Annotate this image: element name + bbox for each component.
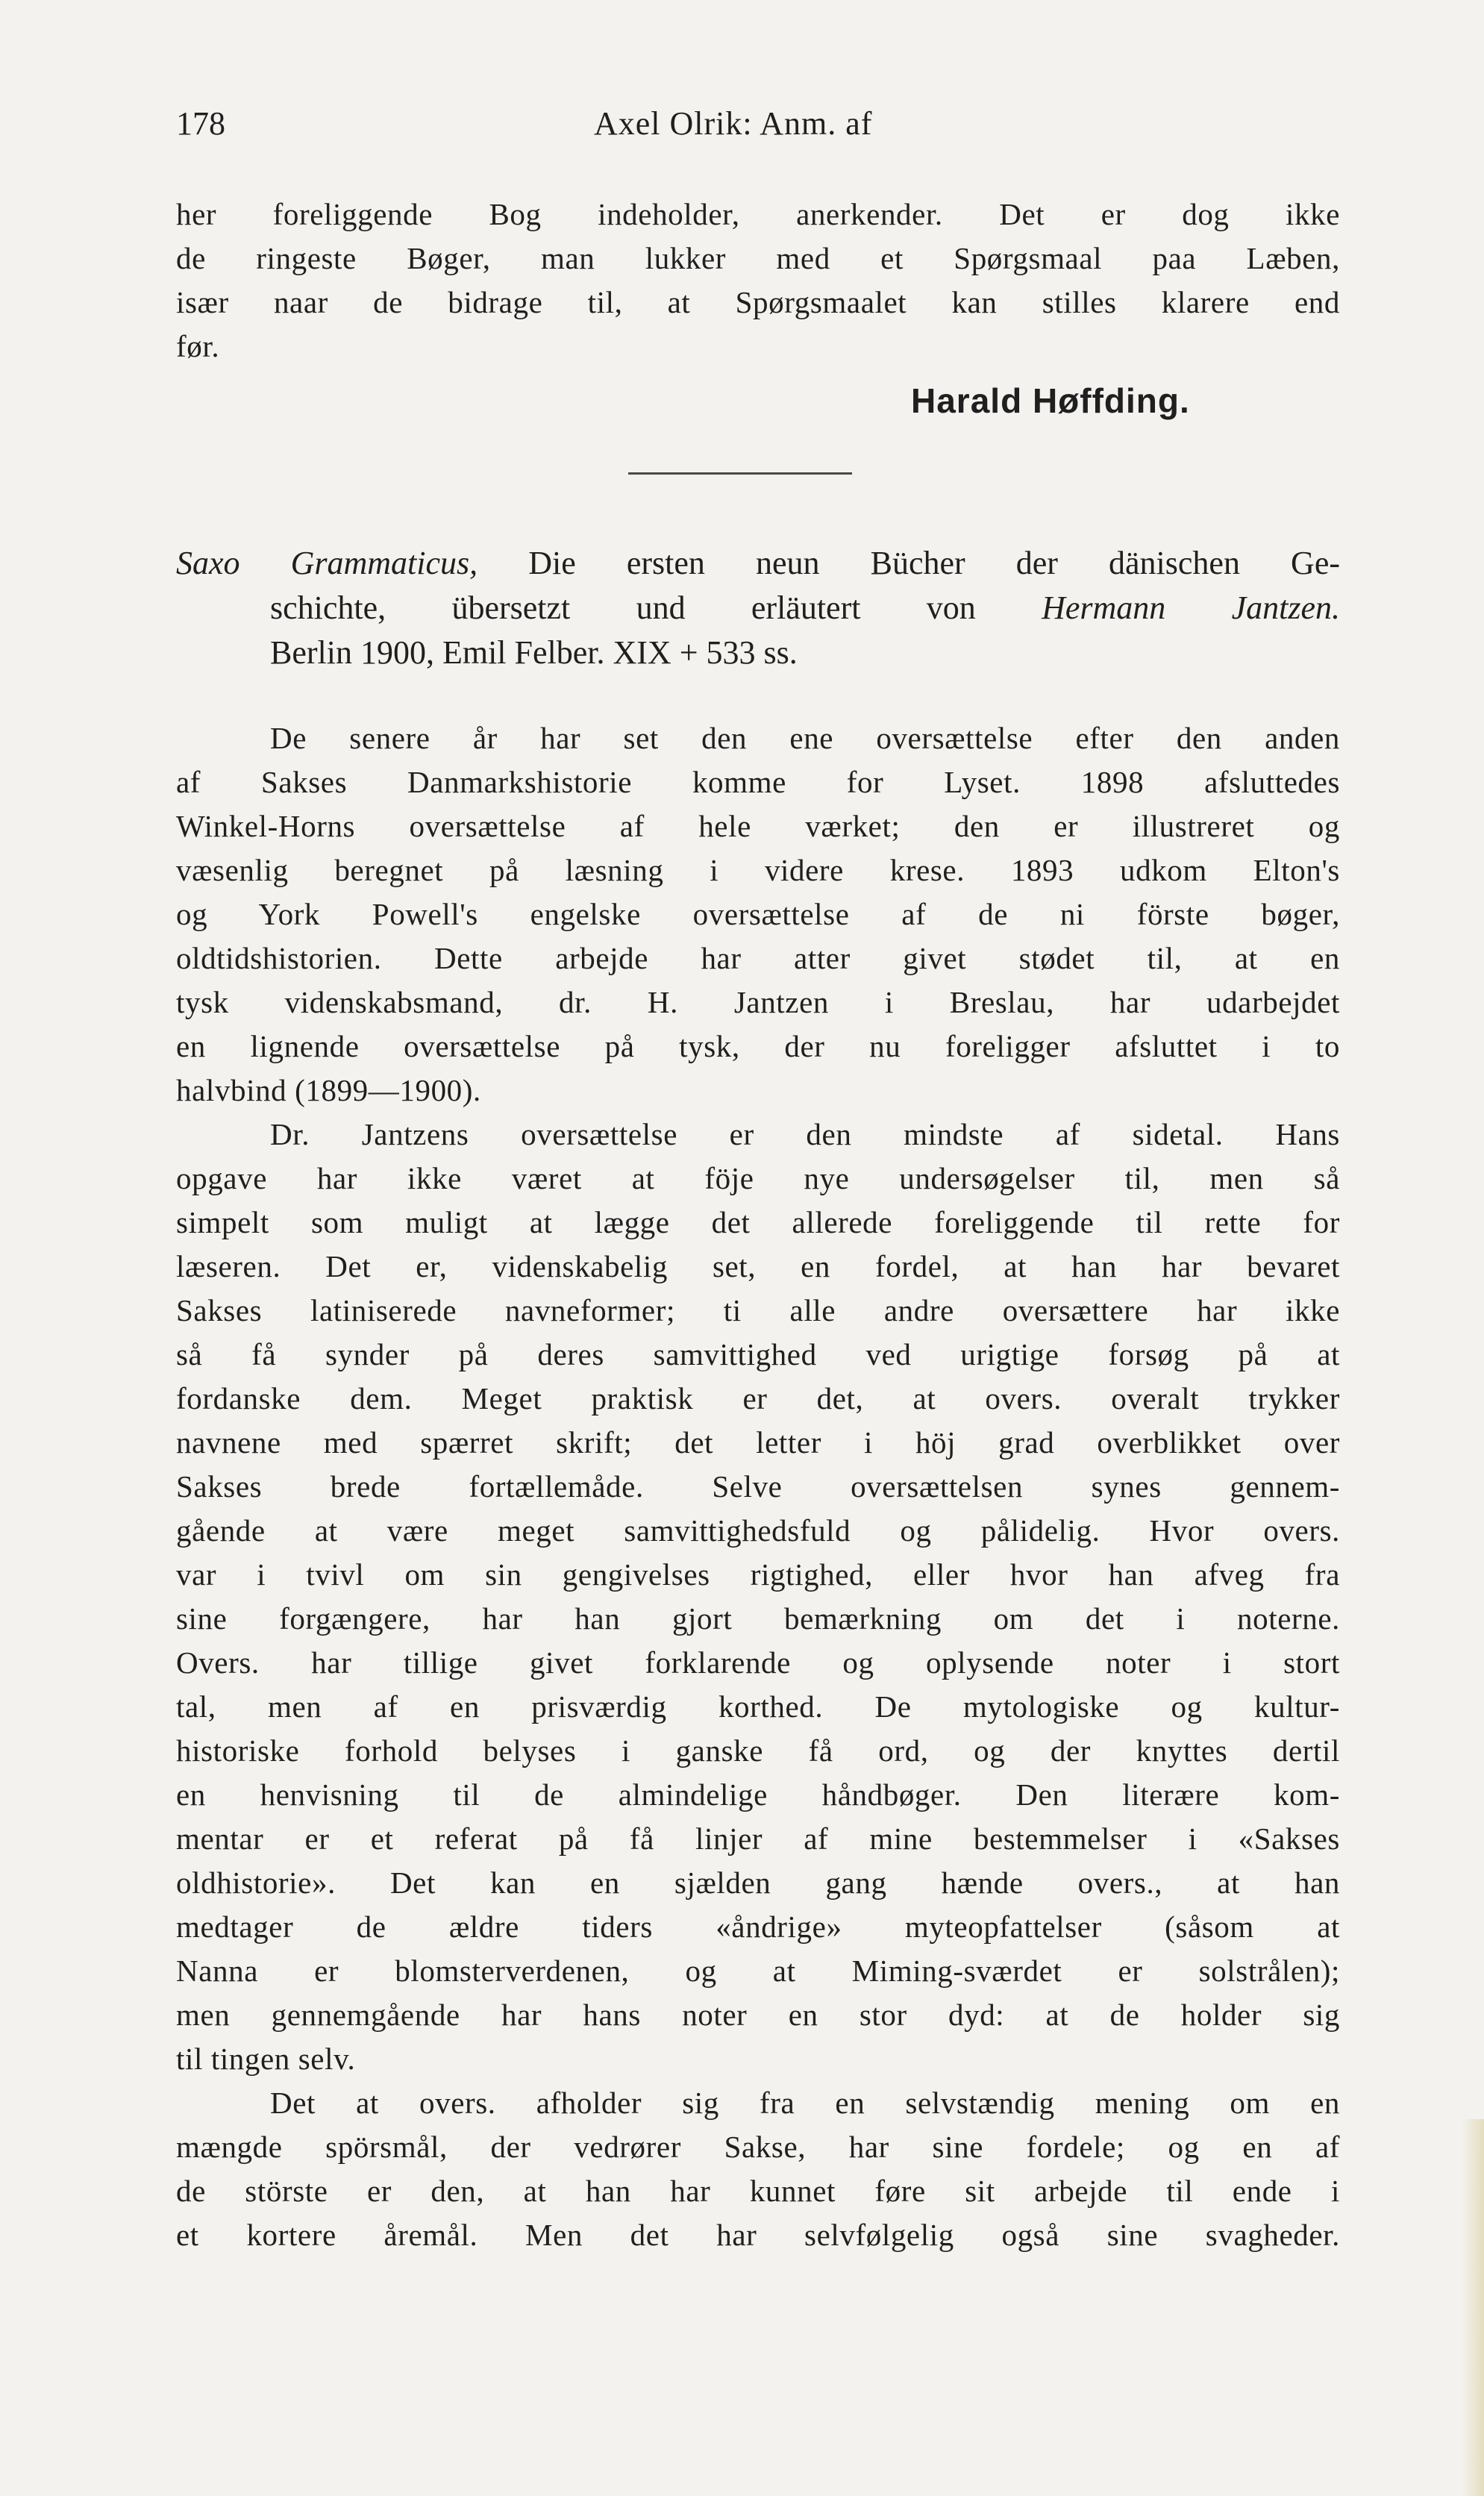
section-divider (628, 472, 852, 475)
text-line: Winkel-Horns oversættelse af hele værket; den er illustreret og (176, 809, 1340, 843)
text-line: gående at være meget samvittighedsfuld og pålidelig. Hvor overs. (176, 1513, 1340, 1548)
text-line: her foreliggende Bog indeholder, anerkender. Det er dog ikke (176, 197, 1340, 231)
text-line: de störste er den, at han har kunnet føre sit arbejde til ende i (176, 2174, 1340, 2208)
text-line: så få synder på deres samvittighed ved urigtige forsøg på at (176, 1337, 1340, 1371)
text-line: Overs. har tillige givet forklarende og oplysende noter i stort (176, 1645, 1340, 1680)
citation-imprint: Berlin 1900, Emil Felber. XIX + 533 ss. (270, 634, 798, 671)
text-line: af Sakses Danmarkshistorie komme for Lyset. 1898 afsluttedes (176, 765, 1340, 799)
citation-author: Saxo Grammaticus, (176, 545, 478, 581)
citation-line (176, 541, 1340, 586)
text-line: læseren. Det er, videnskabelig set, en fordel, at han har bevaret (176, 1249, 1340, 1283)
text-line: væsenlig beregnet på læsning i videre krese. 1893 udkom Elton's (176, 853, 1340, 887)
text-line: en henvisning til de almindelige håndbøger. Den literære kom- (176, 1777, 1340, 1812)
text-line: især naar de bidrage til, at Spørgsmaalet kan stilles klarere end (176, 285, 1340, 319)
text-line: fordanske dem. Meget praktisk er det, at overs. overalt trykker (176, 1381, 1340, 1416)
text-line: Nanna er blomsterverdenen, og at Miming-sværdet er solstrålen); (176, 1954, 1340, 1988)
text-line: oldhistorie». Det kan en sjælden gang hænde overs., at han (176, 1865, 1340, 1900)
text-line: oldtidshistorien. Dette arbejde har atter givet stødet til, at en (176, 941, 1340, 975)
text-line: opgave har ikke været at föje nye undersøgelser til, men så (176, 1161, 1340, 1195)
text-line: sine forgængere, har han gjort bemærkning om det i noterne. (176, 1601, 1340, 1636)
text-line: Sakses brede fortællemåde. Selve oversættelsen synes gennem- (176, 1469, 1340, 1504)
text-line: Det at overs. afholder sig fra en selvstændig mening om en (270, 2086, 1340, 2120)
signature: Harald Høffding. (911, 381, 1190, 420)
text-line: og York Powell's engelske oversættelse af de ni förste bøger, (176, 897, 1340, 931)
text-line: navnene med spærret skrift; det letter i höj grad overblikket over (176, 1425, 1340, 1460)
text-line: halvbind (1899—1900). (176, 1073, 481, 1107)
citation-title-cont: schichte, übersetzt und erläutert von (270, 589, 1042, 626)
intro-paragraph (176, 193, 1340, 369)
page-edge-shadow (1462, 2119, 1484, 2496)
text-line: til tingen selv. (176, 2042, 356, 2076)
page-number: 178 (176, 105, 225, 142)
text-line: Dr. Jantzens oversættelse er den mindste af sidetal. Hans (270, 1117, 1340, 1151)
text-line: var i tvivl om sin gengivelses rigtighed, eller hvor han afveg fra (176, 1557, 1340, 1592)
citation-line (176, 586, 1340, 631)
text-line: mængde spörsmål, der vedrører Sakse, har sine fordele; og en af (176, 2130, 1340, 2164)
book-citation (176, 541, 1340, 675)
review-text (176, 716, 1340, 2257)
text-line: simpelt som muligt at lægge det allerede foreliggende til rette for (176, 1205, 1340, 1239)
text-line: et kortere åremål. Men det har selvfølgelig også sine svagheder. (176, 2218, 1340, 2252)
text-line: de ringeste Bøger, man lukker med et Spørgsmaal paa Læben, (176, 241, 1340, 275)
text-line: Sakses latiniserede navneformer; ti alle andre oversættere har ikke (176, 1293, 1340, 1327)
text-line: tal, men af en prisværdig korthed. De mytologiske og kultur- (176, 1689, 1340, 1724)
text-line: medtager de ældre tiders «åndrige» myteopfattelser (såsom at (176, 1909, 1340, 1944)
text-line: men gennemgående har hans noter en stor dyd: at de holder sig (176, 1998, 1340, 2032)
text-line: mentar er et referat på få linjer af mine bestemmelser i «Sakses (176, 1821, 1340, 1856)
running-head: Axel Olrik: Anm. af (594, 105, 873, 142)
text-line: historiske forhold belyses i ganske få ord, og der knyttes dertil (176, 1733, 1340, 1768)
page-header (176, 104, 1340, 149)
citation-translator: Hermann Jantzen. (1042, 589, 1340, 626)
text-line: tysk videnskabsmand, dr. H. Jantzen i Breslau, har udarbejdet (176, 985, 1340, 1019)
text-line: en lignende oversættelse på tysk, der nu foreligger afsluttet i to (176, 1029, 1340, 1063)
text-line: før. (176, 329, 220, 363)
text-line: De senere år har set den ene oversættelse efter den anden (270, 721, 1340, 755)
citation-title: Die ersten neun Bücher der dänischen Ge- (478, 545, 1340, 581)
